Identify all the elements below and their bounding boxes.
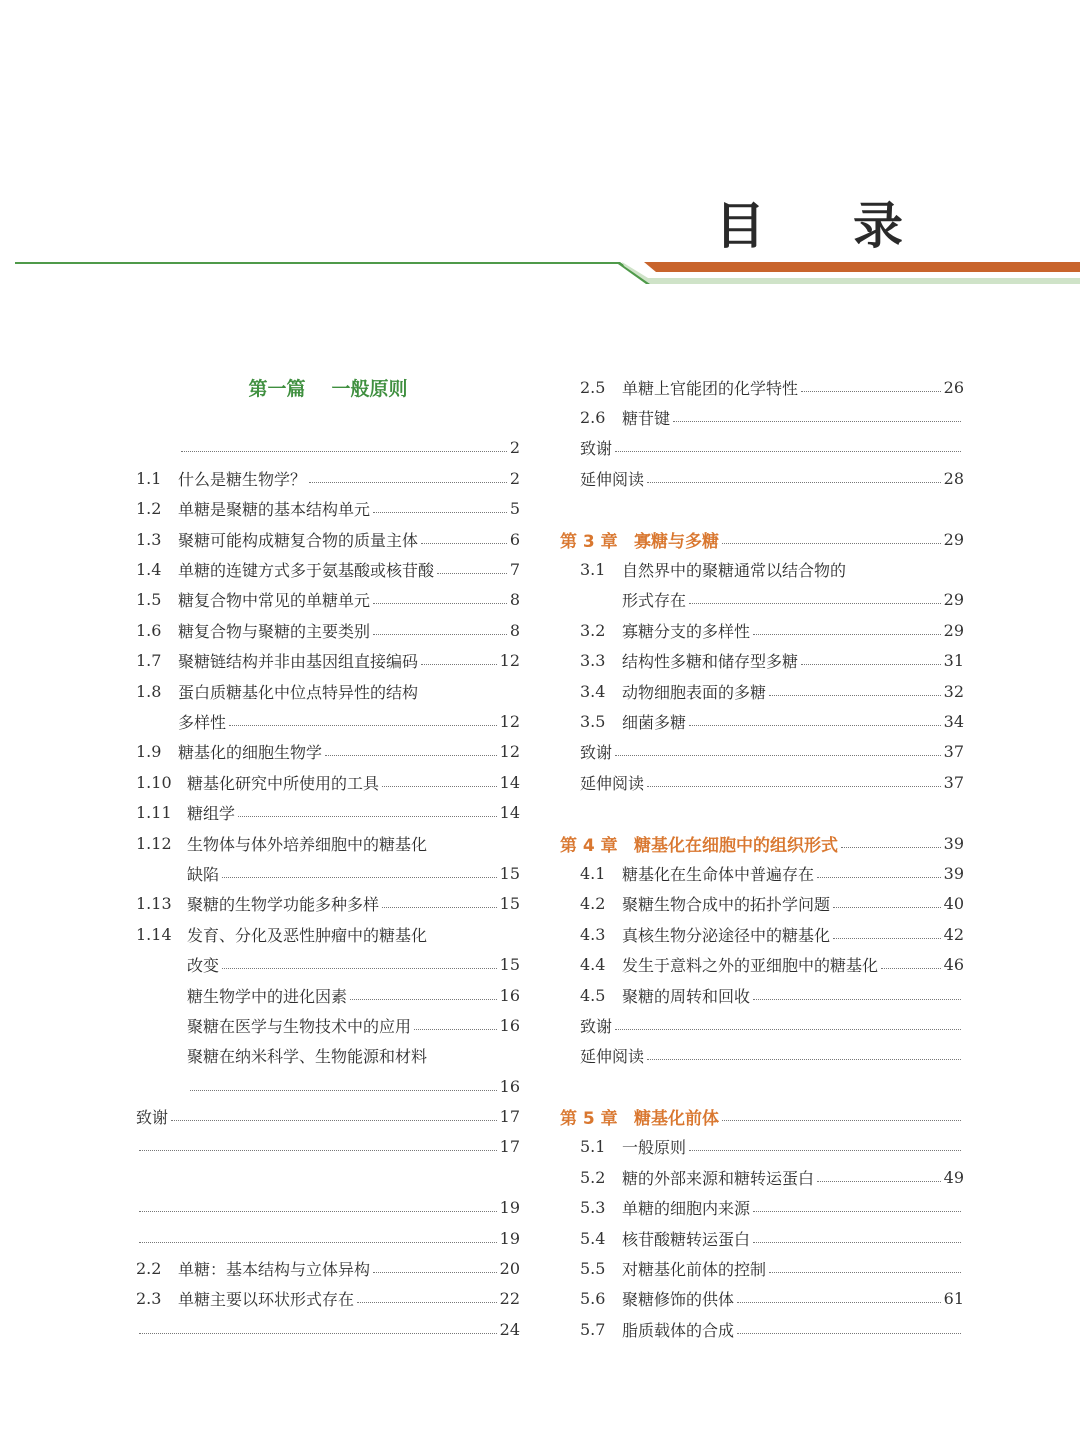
part-one-number: 第一篇 (248, 377, 306, 400)
toc-entry-num: 4.3 (580, 924, 606, 944)
toc-entry-page: 29 (943, 620, 964, 640)
toc-entry-num: 1.12 (136, 833, 172, 853)
toc-entry-3-2[interactable] (560, 615, 964, 645)
toc-entry-1-13[interactable] (136, 889, 520, 919)
toc-entry-4-4[interactable] (560, 949, 964, 979)
toc-entry-page: 16 (499, 1076, 520, 1096)
toc-entry-num: 1.5 (136, 590, 162, 610)
toc-entry-label: 多样性 (178, 712, 227, 732)
toc-entry-2-1[interactable] (136, 1223, 520, 1253)
toc-entry-num: 2.3 (136, 1289, 162, 1309)
toc-entry-page: 26 (943, 377, 964, 397)
toc-entry-label: 单糖：基本结构与立体异构 (178, 1260, 371, 1280)
toc-entry-label: 核苷酸糖转运蛋白 (622, 1229, 751, 1249)
toc-entry-page: 28 (943, 468, 964, 488)
toc-left-column (136, 372, 520, 1345)
toc-entry-num: 1.9 (136, 742, 162, 762)
toc-chapter-5[interactable] (560, 1101, 964, 1131)
toc-entry-page: 16 (499, 1015, 520, 1035)
toc-entry-reading-2[interactable] (560, 463, 964, 493)
toc-entry-2-2[interactable] (136, 1253, 520, 1283)
toc-entry-page: 15 (499, 955, 520, 975)
toc-entry-page: 22 (499, 1289, 520, 1309)
toc-entry[interactable] (136, 433, 520, 463)
toc-entry-1-8-cont[interactable] (136, 706, 520, 736)
toc-entry-num: 5.4 (580, 1228, 606, 1248)
toc-entry-1-8[interactable] (136, 676, 520, 706)
toc-entry-label: 自然界中的聚糖通常以结合物的 (622, 561, 847, 581)
toc-entry-label: 聚糖的周转和回收 (622, 986, 751, 1006)
toc-entry-num: 2.2 (136, 1259, 162, 1279)
toc-entry-label: 致谢 (580, 439, 613, 459)
toc-entry-label: 单糖是聚糖的基本结构单元 (178, 500, 371, 520)
toc-entry-label: 聚糖在纳米科学、生物能源和材料 (187, 1047, 428, 1067)
toc-entry-5-6[interactable] (560, 1284, 964, 1314)
toc-entry-num: 5.6 (580, 1289, 606, 1309)
toc-entry-page: 37 (943, 742, 964, 762)
toc-entry-num: 1.2 (136, 499, 162, 519)
toc-entry-page: 31 (943, 651, 964, 671)
toc-entry-page: 49 (943, 1167, 964, 1187)
toc-entry-3-5[interactable] (560, 706, 964, 736)
toc-entry-reading-4[interactable] (560, 1041, 964, 1071)
toc-entry-page: 15 (499, 894, 520, 914)
toc-entry-page: 34 (943, 711, 964, 731)
toc-entry-label: 糖基化在生命体中普遍存在 (622, 864, 815, 884)
toc-entry-page: 7 (509, 560, 520, 580)
chapter-title: 糖基化在细胞中的组织形式 (634, 835, 838, 856)
toc-entry-label: 糖组学 (187, 804, 236, 824)
toc-entry-page: 14 (499, 772, 520, 792)
toc-entry-5-2[interactable] (560, 1162, 964, 1192)
chapter-number: 第 3 章 (560, 531, 618, 552)
toc-entry-1-11[interactable] (136, 797, 520, 827)
toc-entry-page: 17 (499, 1107, 520, 1127)
toc-entry-label: 聚糖修饰的供体 (622, 1290, 735, 1310)
toc-entry-label: 寡糖分支的多样性 (622, 621, 751, 641)
toc-entry-3-1[interactable] (560, 554, 964, 584)
toc-entry-num: 4.4 (580, 955, 606, 975)
toc-entry-label: 结构性多糖和储存型多糖 (622, 652, 799, 672)
toc-entry-page: 29 (943, 590, 964, 610)
toc-entry-label: 糖基化研究中所使用的工具 (187, 773, 380, 793)
toc-entry-num: 1.4 (136, 560, 162, 580)
toc-entry-page: 8 (509, 590, 520, 610)
toc-entry-page: 5 (509, 499, 520, 519)
toc-entry-page: 46 (943, 955, 964, 975)
chapter-number: 第 4 章 (560, 835, 618, 856)
toc-entry-label: 细菌多糖 (622, 712, 687, 732)
toc-entry-page: 19 (499, 1198, 520, 1218)
toc-entry-page: 42 (943, 924, 964, 944)
toc-chapter-4[interactable] (560, 828, 964, 858)
toc-entry-label: 聚糖生物合成中的拓扑学问题 (622, 895, 831, 915)
toc-entry-num: 1.8 (136, 681, 162, 701)
toc-entry-1-1[interactable] (136, 463, 520, 493)
toc-entry-num: 5.1 (580, 1137, 606, 1157)
toc-entry-page: 15 (499, 863, 520, 883)
toc-entry-2-3[interactable] (136, 1284, 520, 1314)
toc-entry-label: 动物细胞表面的多糖 (622, 682, 767, 702)
toc-entry-label: 单糖主要以环状形式存在 (178, 1290, 355, 1310)
toc-entry-reading-1[interactable] (136, 1132, 520, 1162)
toc-entry-4-2[interactable] (560, 889, 964, 919)
toc-entry-page: 16 (499, 985, 520, 1005)
toc-entry-1-14-cont[interactable] (136, 949, 520, 979)
toc-entry-num: 3.2 (580, 620, 606, 640)
toc-entry-label: 延伸阅读 (580, 773, 645, 793)
toc-entry-label: 糖生物学中的进化因素 (187, 986, 348, 1006)
toc-entry-page: 14 (499, 803, 520, 823)
toc-entry-3-1-cont[interactable] (560, 585, 964, 615)
toc-entry-label: 糖基化的细胞生物学 (178, 743, 323, 763)
header-band (0, 250, 1080, 290)
toc-entry-2-6[interactable] (560, 402, 964, 432)
toc-entry-label: 延伸阅读 (580, 1047, 645, 1067)
toc-entry-num: 5.7 (580, 1319, 606, 1339)
toc-entry-ack-2[interactable] (560, 433, 964, 463)
toc-entry-label: 糖复合物中常见的单糖单元 (178, 591, 371, 611)
toc-entry-label: 缺陷 (187, 864, 220, 884)
toc-entry-3-4[interactable] (560, 676, 964, 706)
toc-entry-num: 3.5 (580, 711, 606, 731)
toc-entry-label: 蛋白质糖基化中位点特异性的结构 (178, 682, 419, 702)
toc-entry-page: 6 (509, 529, 520, 549)
toc-entry-label: 发生于意料之外的亚细胞中的糖基化 (622, 956, 879, 976)
toc-entry-page: 37 (943, 772, 964, 792)
toc-entry-1-7[interactable] (136, 646, 520, 676)
toc-entry-num: 2.5 (580, 377, 606, 397)
toc-entry-label: 糖苷键 (622, 409, 671, 429)
toc-entry-label: 改变 (187, 956, 220, 976)
toc-entry-1-12[interactable] (136, 828, 520, 858)
page-title-char-2: 录 (853, 197, 903, 255)
toc-entry-label: 聚糖可能构成糖复合物的质量主体 (178, 530, 419, 550)
toc-entry-1-15[interactable] (136, 980, 520, 1010)
toc-entry-5-1[interactable] (560, 1132, 964, 1162)
toc-entry-page: 61 (943, 1289, 964, 1309)
toc-entry-num: 4.2 (580, 894, 606, 914)
toc-entry-2-4[interactable] (136, 1314, 520, 1344)
toc-entry-num: 3.3 (580, 651, 606, 671)
toc-entry-num: 2.6 (580, 408, 606, 428)
toc-entry-label: 一般原则 (622, 1138, 687, 1158)
toc-entry-page: 8 (509, 620, 520, 640)
toc-entry-page: 12 (499, 711, 520, 731)
toc-entry-1-14[interactable] (136, 919, 520, 949)
chapter-title: 糖基化前体 (634, 1109, 719, 1130)
toc-entry-1-9[interactable] (136, 737, 520, 767)
toc-entry-num: 3.1 (580, 560, 606, 580)
toc-chapter-3[interactable] (560, 524, 964, 554)
toc-entry-reading-3[interactable] (560, 767, 964, 797)
toc-entry-1-3[interactable] (136, 524, 520, 554)
toc-entry-label: 聚糖的生物学功能多种多样 (187, 895, 380, 915)
toc-entry-page: 17 (499, 1137, 520, 1157)
toc-entry-label: 脂质载体的合成 (622, 1320, 735, 1340)
toc-entry-label: 致谢 (580, 1016, 613, 1036)
toc-entry-label: 单糖的细胞内来源 (622, 1199, 751, 1219)
toc-entry-num: 1.1 (136, 468, 162, 488)
toc-entry-5-7[interactable] (560, 1314, 964, 1344)
toc-entry-label: 生物体与体外培养细胞中的糖基化 (187, 834, 428, 854)
toc-entry-1-2[interactable] (136, 494, 520, 524)
toc-entry-page: 40 (943, 894, 964, 914)
toc-entry-1-17[interactable] (136, 1041, 520, 1071)
toc-entry-3-3[interactable] (560, 646, 964, 676)
toc-entry-ack-1[interactable] (136, 1101, 520, 1131)
toc-entry-num: 5.5 (580, 1259, 606, 1279)
toc-entry-2-5[interactable] (560, 372, 964, 402)
toc-entry-1-17-cont[interactable] (136, 1071, 520, 1101)
toc-entry-label: 单糖上官能团的化学特性 (622, 378, 799, 398)
toc-entry-label: 形式存在 (622, 591, 687, 611)
toc-entry-5-3[interactable] (560, 1193, 964, 1223)
toc-entry-label: 真核生物分泌途径中的糖基化 (622, 925, 831, 945)
page-title (715, 186, 903, 258)
toc-entry-page: 29 (943, 529, 964, 549)
toc-entry-page: 12 (499, 742, 520, 762)
toc-entry-ack-4[interactable] (560, 1010, 964, 1040)
toc-entry-label: 聚糖链结构并非由基因组直接编码 (178, 652, 419, 672)
toc-entry-page: 24 (499, 1319, 520, 1339)
toc-right-column (560, 372, 964, 1345)
toc-entry-num: 4.5 (580, 985, 606, 1005)
chapter-number: 第 5 章 (560, 1109, 618, 1130)
toc-entry-num: 1.6 (136, 620, 162, 640)
toc-entry-4-5[interactable] (560, 980, 964, 1010)
toc-entry-label: 单糖的连键方式多于氨基酸或核苷酸 (178, 561, 435, 581)
toc-entry-page: 2 (509, 438, 520, 458)
toc-entry-page: 32 (943, 681, 964, 701)
toc-entry-1-10[interactable] (136, 767, 520, 797)
toc-entry-5-4[interactable] (560, 1223, 964, 1253)
toc-entry-num: 1.3 (136, 529, 162, 549)
toc-entry-num: 1.13 (136, 894, 172, 914)
toc-entry-label: 发育、分化及恶性肿瘤中的糖基化 (187, 925, 428, 945)
toc-entry-label: 什么是糖生物学？ (178, 469, 307, 489)
toc-entry-label: 对糖基化前体的控制 (622, 1260, 767, 1280)
toc-entry-5-5[interactable] (560, 1253, 964, 1283)
toc-entry-4-1[interactable] (560, 858, 964, 888)
toc-entry-label: 糖的外部来源和糖转运蛋白 (622, 1168, 815, 1188)
toc-entry-num: 1.11 (136, 803, 172, 823)
toc-entry-label: 聚糖在医学与生物技术中的应用 (187, 1016, 412, 1036)
toc-entry-page: 12 (499, 651, 520, 671)
toc-entry-label: 延伸阅读 (580, 469, 645, 489)
toc-entry-1-6[interactable] (136, 615, 520, 645)
toc-entry-1-12-cont[interactable] (136, 858, 520, 888)
toc-entry-num: 5.2 (580, 1167, 606, 1187)
toc-entry-label: 糖复合物与聚糖的主要类别 (178, 621, 371, 641)
toc-entry-num: 1.7 (136, 651, 162, 671)
toc-entry-1-5[interactable] (136, 585, 520, 615)
part-one-title: 一般原则 (331, 377, 408, 400)
page-title-char-1: 目 (715, 197, 765, 255)
chapter-title: 寡糖与多糖 (634, 531, 719, 552)
toc-chapter-2[interactable] (136, 1193, 520, 1223)
toc-entry-1-4[interactable] (136, 554, 520, 584)
toc-entry-ack-3[interactable] (560, 737, 964, 767)
toc-entry-num: 4.1 (580, 863, 606, 883)
toc-entry-page: 39 (943, 863, 964, 883)
toc-entry-page: 20 (499, 1259, 520, 1279)
part-one-heading (136, 372, 520, 402)
toc-entry-num: 1.10 (136, 772, 172, 792)
toc-entry-4-3[interactable] (560, 919, 964, 949)
toc-entry-page: 39 (943, 833, 964, 853)
toc-entry-label: 致谢 (136, 1108, 169, 1128)
toc-entry-num: 5.3 (580, 1198, 606, 1218)
toc-entry-num: 1.14 (136, 924, 172, 944)
toc-entry-page: 2 (509, 468, 520, 488)
toc-entry-num: 3.4 (580, 681, 606, 701)
toc-entry-1-16[interactable] (136, 1010, 520, 1040)
toc-entry-label: 致谢 (580, 743, 613, 763)
toc-entry-page: 19 (499, 1228, 520, 1248)
